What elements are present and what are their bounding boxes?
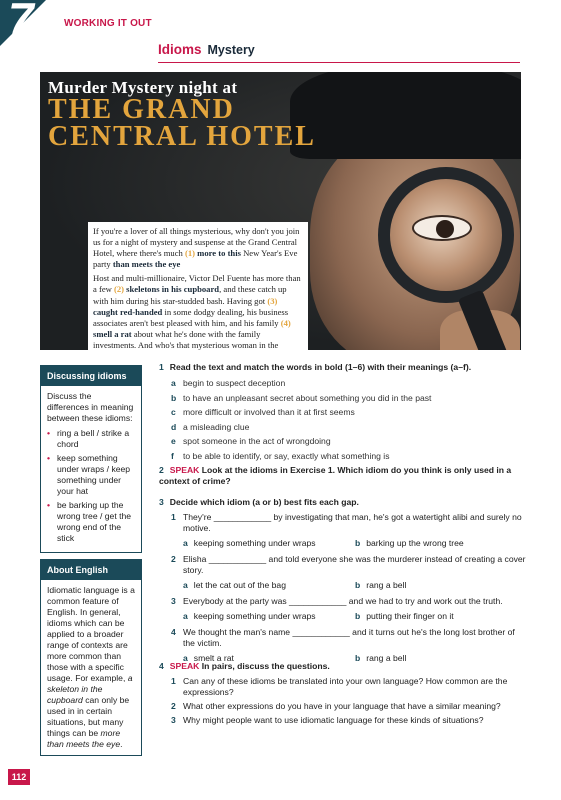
- question-item: [171, 701, 529, 712]
- page-heading: [158, 42, 255, 57]
- question-number: 4: [171, 627, 176, 637]
- discussing-idioms-body: [41, 386, 141, 552]
- question-choices: [183, 580, 529, 591]
- about-english-body: [41, 580, 141, 755]
- article-title-line3: CENTRAL HOTEL: [48, 121, 316, 152]
- question-item: [171, 554, 529, 576]
- article-text: [88, 222, 308, 350]
- idiom-3: caught red-handed: [93, 306, 163, 317]
- question-text: Can any of these idioms be translated into your own language? How common are the expressions?: [183, 676, 508, 697]
- about-english-header: About English: [41, 560, 141, 580]
- discussing-idioms-header: Discussing idioms: [41, 366, 141, 386]
- option-letter: e: [171, 436, 176, 446]
- discussing-idioms-list: [47, 428, 135, 544]
- discussing-idioms-box: [40, 365, 142, 553]
- choice-b-text: rang a bell: [366, 580, 407, 590]
- exercise-2: [159, 465, 529, 487]
- article-para-2: [93, 273, 303, 350]
- question-text: They're ____________ by investigating that man, he's got a watertight alibi and surely no motive.: [183, 512, 522, 533]
- exercise-1-title: [159, 362, 529, 373]
- detective-hat: [290, 72, 521, 159]
- choice-a-text: keeping something under wraps: [193, 538, 316, 548]
- question-number: 2: [171, 701, 176, 711]
- question-number: 1: [171, 676, 176, 686]
- exercise-1-number: 1: [159, 362, 164, 372]
- exercise-1-instruction: Read the text and match the words in bold (1–6) with their meanings (a–f).: [169, 362, 472, 372]
- heading-primary: Idioms: [158, 42, 202, 57]
- idiom-2: skeletons in his cupboard: [124, 284, 220, 295]
- exercise-3-title: [159, 497, 529, 508]
- option-letter: c: [171, 407, 176, 417]
- question-item: [171, 676, 529, 698]
- exercise-1: [159, 362, 529, 462]
- question-item: [171, 715, 529, 726]
- question-text: We thought the man's name ____________ and it turns out he's the long lost brother of the victim.: [183, 627, 515, 648]
- about-english-text-b: can only be used in in certain situations, but many things can be: [47, 695, 130, 738]
- choice-b-text: rang a bell: [366, 653, 407, 663]
- choice-a-text: keeping something under wraps: [193, 611, 316, 621]
- question-item: [171, 596, 529, 607]
- idiom-number-2: (2): [114, 284, 125, 295]
- choice-b: b putting their finger on it: [355, 611, 454, 621]
- exercise-4-number: 4: [159, 661, 164, 671]
- choice-b: b rang a bell: [355, 653, 407, 663]
- para2-text-g: about what he's done with the family investments. And who's that mysterious woman in the: [93, 328, 279, 350]
- about-english-box: [40, 559, 142, 756]
- section-label: WORKING IT OUT: [64, 18, 152, 29]
- option-item: [171, 407, 529, 418]
- choice-a: a keeping something under wraps: [183, 538, 316, 548]
- option-text: more difficult or involved than it at first seems: [183, 407, 355, 417]
- para2-text-a: Host and multi-millionaire, Victor Del Fuente has more than a few: [93, 273, 301, 295]
- option-item: [171, 378, 529, 389]
- about-english-example-1: a skeleton in the cupboard: [47, 673, 133, 705]
- heading-rule: [158, 62, 520, 63]
- option-text: to be able to identify, or say, exactly what something is: [183, 450, 390, 461]
- exercise-4-instruction: In pairs, discuss the questions.: [201, 661, 330, 671]
- exercise-3-number: 3: [159, 497, 164, 507]
- choice-b: b rang a bell: [355, 580, 407, 590]
- exercise-1-options: [159, 378, 529, 462]
- choice-b-text: barking up the wrong tree: [366, 538, 464, 548]
- page-number: 112: [8, 769, 30, 785]
- question-choices: [183, 538, 529, 549]
- choice-a-text: let the cat out of the bag: [193, 580, 286, 590]
- list-item: • keep something under wraps / keep something under your hat: [47, 453, 135, 497]
- para1-text-a: If you're a lover of all things mysterious, why don't you join us for a night of mystery and suspense at the Grand Central Hotel, where there's much: [93, 226, 300, 259]
- para2-text-e: in some dodgy dealing, his business associates aren't best pleased with him, and his family: [93, 306, 289, 328]
- idiom-1-part-b: than meets the eye: [112, 259, 181, 270]
- question-item: [171, 512, 529, 534]
- para1-text-c: New Year's Eve party: [93, 248, 298, 270]
- exercise-3-instruction: Decide which idiom (a or b) best fits each gap.: [169, 497, 359, 507]
- choice-a: a let the cat out of the bag: [183, 580, 286, 590]
- idiom-number-1: (1): [185, 248, 196, 259]
- option-letter: a: [171, 378, 176, 388]
- idiom-number-4: (4): [280, 317, 291, 328]
- question-text: Why might people want to use idiomatic language for these kinds of situations?: [183, 715, 484, 725]
- option-letter: f: [171, 450, 174, 461]
- option-item: [171, 451, 529, 462]
- exercise-4-title: [159, 661, 529, 672]
- choice-a: a smelt a rat: [183, 653, 234, 663]
- option-text: to have an unpleasant secret about something you did in the past: [183, 392, 432, 403]
- option-text: begin to suspect deception: [183, 378, 286, 388]
- article-title-line2: THE GRAND: [48, 94, 235, 125]
- exercise-2-title: [159, 465, 529, 487]
- choice-a-text: smelt a rat: [193, 653, 234, 663]
- exercise-2-instruction: Look at the idioms in Exercise 1. Which idiom do you think is only used in a context of crime?: [159, 465, 512, 486]
- exercise-3: [159, 497, 529, 664]
- about-english-text-a: Idiomatic language is a common feature of English. In general, idioms which can be applied to a broader range of contexts are more common than those with a specific usage. For example,: [47, 585, 135, 683]
- option-letter: d: [171, 421, 177, 432]
- question-text: What other expressions do you have in your language that have a similar meaning?: [183, 701, 501, 711]
- question-text: Elisha ____________ and told everyone she was the murderer instead of creating a cover story.: [183, 554, 526, 575]
- idiom-1-part-a: more to this: [195, 248, 241, 259]
- iris: [436, 220, 454, 238]
- unit-number: 7: [8, 0, 34, 45]
- article-title-line1: Murder Mystery night at: [48, 78, 238, 97]
- para2-text-c: , and these catch up with him during his star-studded bash. Having got: [93, 284, 287, 306]
- choice-b: b barking up the wrong tree: [355, 538, 464, 548]
- discussing-idioms-intro: Discuss the differences in meaning between these idioms:: [47, 391, 134, 423]
- exercise-4: [159, 661, 529, 726]
- question-number: 3: [171, 715, 176, 725]
- question-choices: [183, 611, 529, 622]
- option-text: spot someone in the act of wrongdoing: [183, 436, 331, 446]
- option-item: [171, 393, 529, 404]
- speak-label: SPEAK: [169, 465, 200, 475]
- idiom-4: smell a rat: [93, 328, 132, 339]
- idiom-number-3: (3): [267, 295, 278, 306]
- question-text: Everybody at the party was ____________ and we had to try and work out the truth.: [183, 596, 503, 606]
- option-item: [171, 436, 529, 447]
- about-english-example-2: more than meets the eye: [47, 728, 121, 749]
- exercise-2-number: 2: [159, 465, 164, 475]
- choice-a: a keeping something under wraps: [183, 611, 316, 621]
- list-item: • be barking up the wrong tree / get the wrong end of the stick: [47, 500, 135, 544]
- option-text: a misleading clue: [183, 421, 250, 432]
- choice-b-text: putting their finger on it: [366, 611, 454, 621]
- exercise-4-questions: [159, 676, 529, 726]
- question-number: 3: [171, 596, 176, 606]
- exercise-3-questions: [159, 512, 529, 664]
- question-item: [171, 627, 529, 649]
- option-letter: b: [171, 392, 177, 403]
- list-item: • ring a bell / strike a chord: [47, 428, 135, 450]
- magnified-eye: [412, 215, 472, 241]
- heading-secondary: Mystery: [207, 43, 255, 57]
- speak-label: SPEAK: [169, 661, 200, 671]
- question-number: 1: [171, 512, 176, 522]
- article-title-main: [48, 96, 316, 150]
- about-english-text-c: .: [120, 739, 123, 749]
- option-item: [171, 422, 529, 433]
- question-number: 2: [171, 554, 176, 564]
- article-para-1: [93, 226, 303, 270]
- hero-image: [40, 72, 521, 350]
